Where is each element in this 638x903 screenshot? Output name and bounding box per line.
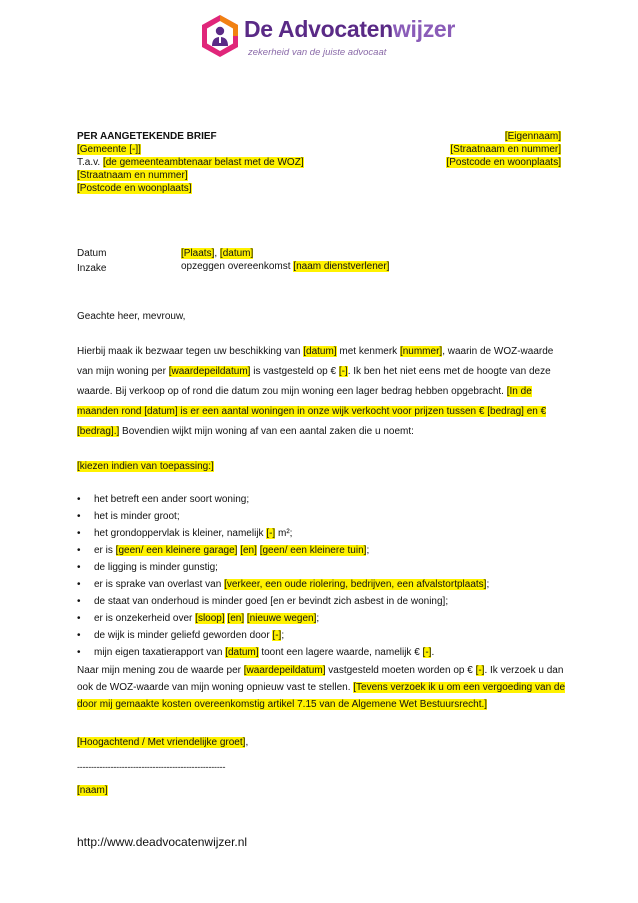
inzake-label: Inzake [77, 263, 107, 274]
sender-name: [Eigennaam] [504, 131, 561, 142]
datum-label: Datum [77, 248, 107, 259]
datum-value: [Plaats], [datum] [181, 248, 254, 259]
body-line: waarde. Bij verkoop op of rond die datum zou mijn woning een lager bedrag hebben opgebracht. [In de [77, 386, 532, 397]
list-item: • het is minder groot; [77, 511, 180, 522]
body-line: van mijn woning per [waardepeildatum] is vastgesteld op € [-]. Ik ben het niet eens met de hoogte van deze [77, 366, 551, 377]
logo[interactable] [200, 14, 460, 64]
letter-title: PER AANGETEKENDE BRIEF [77, 131, 217, 142]
inzake-value: opzeggen overeenkomst [naam dienstverlener] [181, 261, 390, 272]
body-line: Naar mijn mening zou de waarde per [waardepeildatum] vastgesteld moeten worden op € [-]. Ik verzoek u dan [77, 665, 564, 676]
list-item: • er is sprake van overlast van [verkeer, een oude riolering, bedrijven, een afvalstortplaats]; [77, 579, 490, 590]
sender-postcode: [Postcode en woonplaats] [446, 157, 561, 168]
signature-line: ----------------------------------------------------- [77, 762, 226, 772]
person-in-hexagon-icon [200, 14, 240, 58]
recipient-gemeente: [Gemeente [-]] [77, 144, 141, 155]
footer-url[interactable]: http://www.deadvocatenwijzer.nl [77, 835, 248, 849]
body-line: maanden rond [datum] is er een aantal woningen in onze wijk verkocht voor prijzen tussen € [bedrag] en € [77, 406, 547, 417]
list-item: • mijn eigen taxatierapport van [datum] toont een lagere waarde, namelijk € [-]. [77, 647, 435, 658]
signer-name: [naam] [77, 785, 108, 796]
brand-tagline: zekerheid van de juiste advocaat [248, 47, 387, 58]
recipient-street: [Straatnaam en nummer] [77, 170, 188, 181]
recipient-postcode: [Postcode en woonplaats] [77, 183, 192, 194]
brand-name: De Advocatenwijzer [244, 16, 456, 42]
list-item: • het grondoppervlak is kleiner, namelijk [-] m²; [77, 528, 293, 539]
list-item: • de ligging is minder gunstig; [77, 562, 218, 573]
body-paragraph-1 [77, 342, 565, 442]
list-item: • er is onzekerheid over [sloop] [en] [nieuwe wegen]; [77, 613, 320, 624]
body-line: door mij gemaakte kosten overeenkomstig artikel 7.15 van de Algemene Wet Bestuursrecht.] [77, 699, 488, 710]
body-paragraph-2 [77, 662, 565, 713]
closing-greeting: [Hoogachtend / Met vriendelijke groet], [77, 737, 249, 748]
sender-street: [Straatnaam en nummer] [450, 144, 561, 155]
list-item: • de staat van onderhoud is minder goed [en er bevindt zich asbest in de woning]; [77, 596, 449, 607]
list-item: • het betreft een ander soort woning; [77, 494, 250, 505]
choose-instruction: [kiezen indien van toepassing:] [77, 461, 214, 472]
recipient-tav: T.a.v. [de gemeenteambtenaar belast met de WOZ] [77, 157, 304, 168]
list-item: • de wijk is minder geliefd geworden door [-]; [77, 630, 285, 641]
list-item: • er is [geen/ een kleinere garage] [en] [geen/ een kleinere tuin]; [77, 545, 370, 556]
body-line: [bedrag].] Bovendien wijkt mijn woning af van een aantal zaken die u noemt: [77, 426, 414, 437]
salutation: Geachte heer, mevrouw, [77, 311, 186, 322]
body-line: Hierbij maak ik bezwaar tegen uw beschikking van [datum] met kenmerk [nummer], waarin de WOZ-waarde [77, 346, 554, 357]
body-line: ook de WOZ-waarde van mijn woning opnieuw vast te stellen. [Tevens verzoek ik u om een vergoeding van de [77, 682, 566, 693]
